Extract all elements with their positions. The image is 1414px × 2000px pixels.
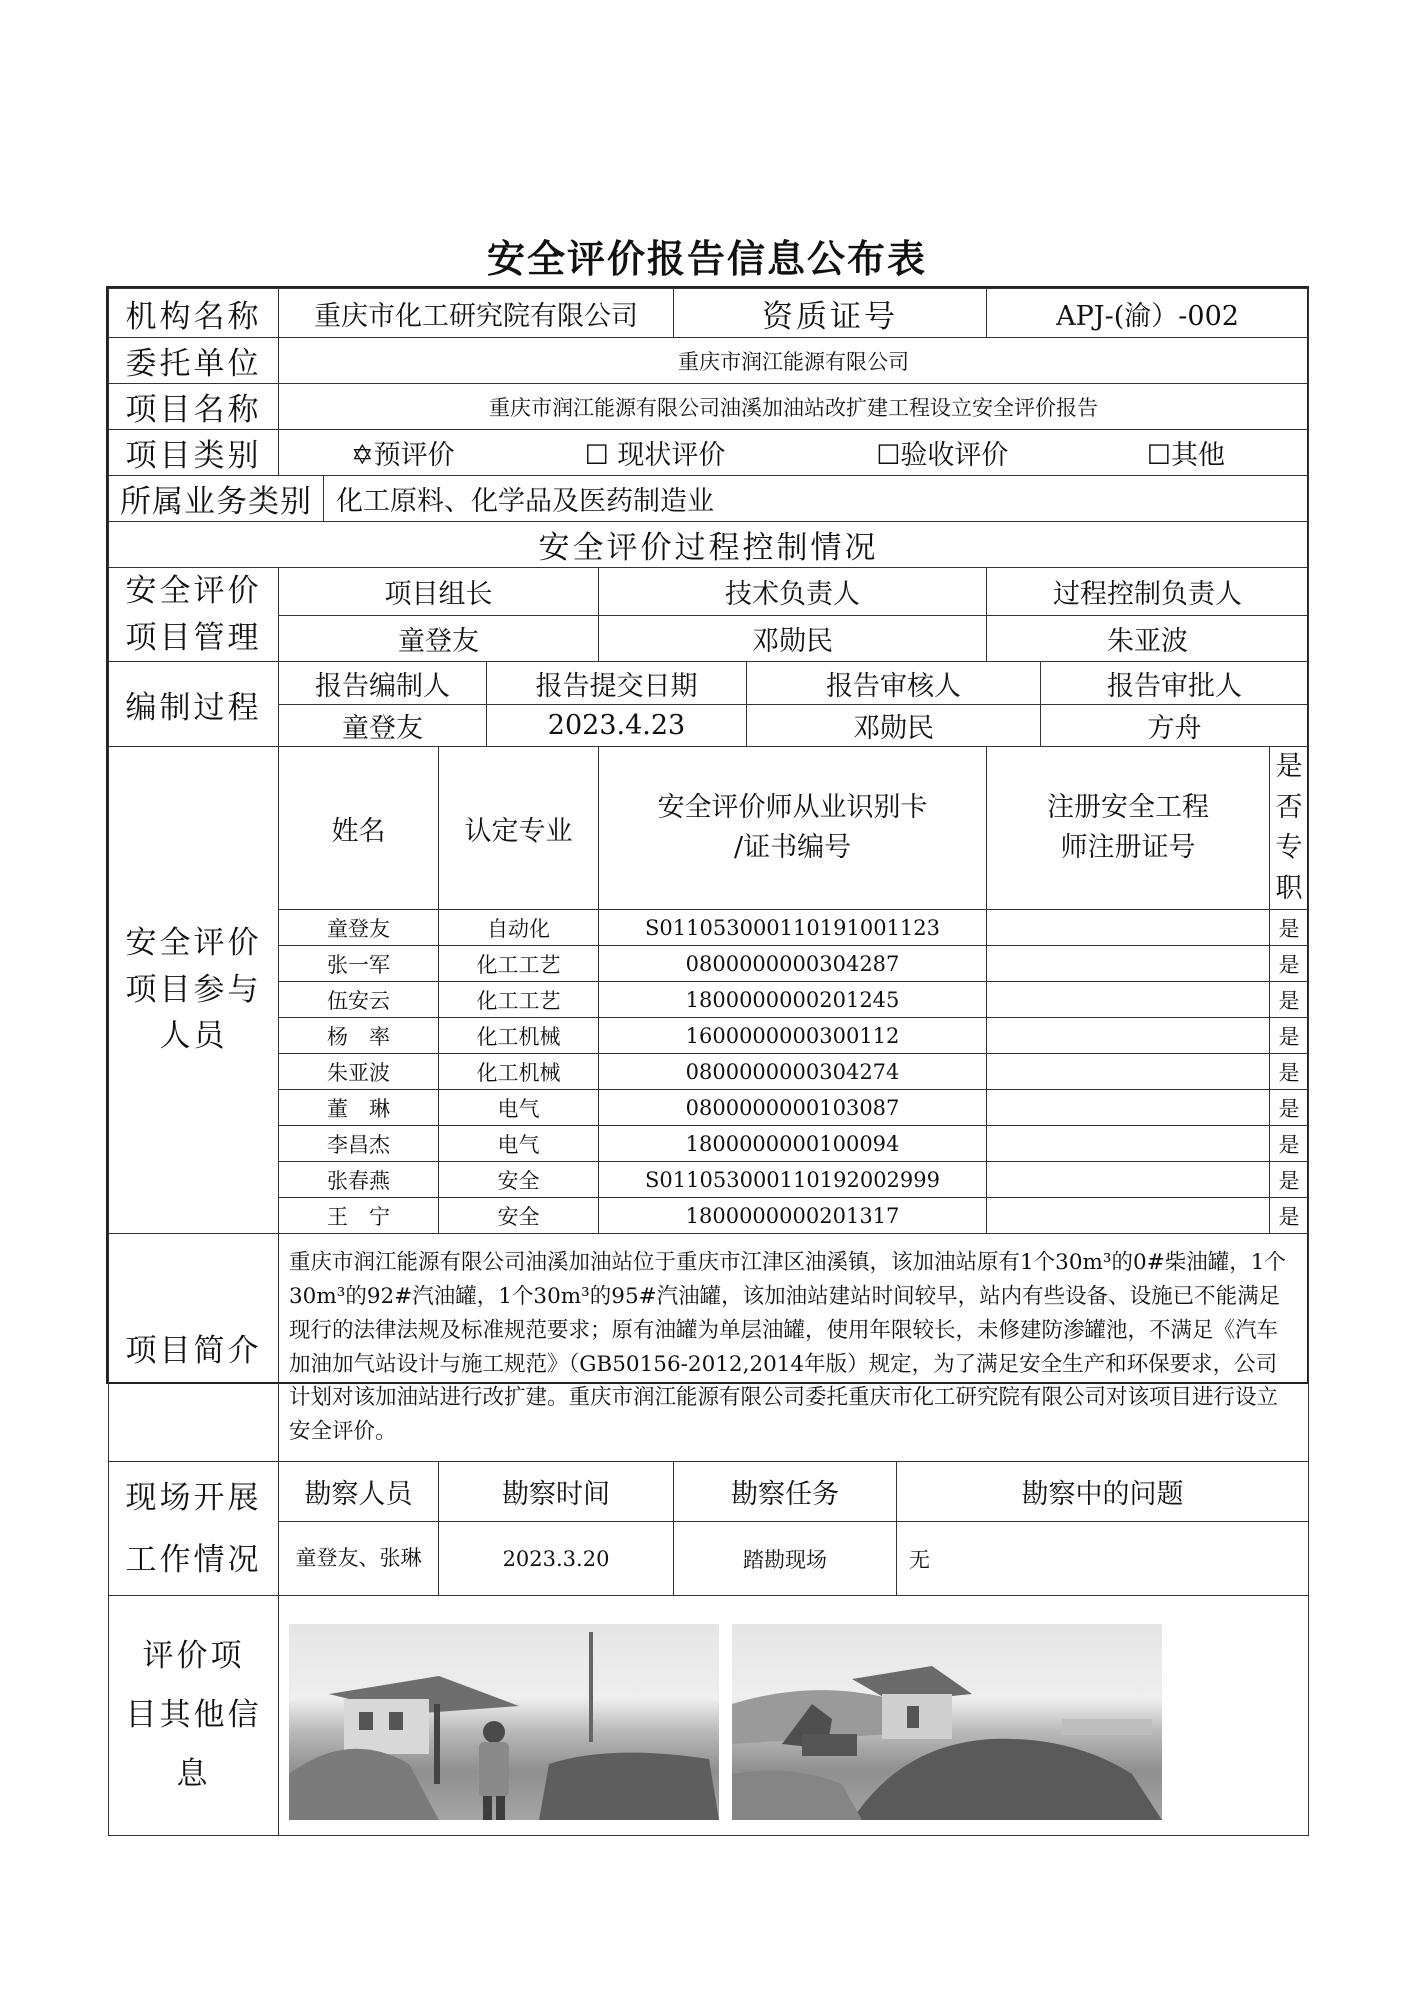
compile-header-reviewer: 报告审核人 — [747, 662, 1041, 705]
site-label: 现场开展 工作情况 — [109, 1462, 279, 1596]
management-header-process: 过程控制负责人 — [987, 568, 1309, 616]
org-value: 重庆市化工研究院有限公司 — [279, 289, 674, 338]
photos-cell — [279, 1596, 1309, 1836]
site-header-problems: 勘察中的问题 — [897, 1462, 1309, 1522]
project-type-label: 项目类别 — [109, 430, 279, 476]
site-photo-2-graphic — [732, 1624, 1162, 1820]
site-value-people: 童登友、张琳 — [279, 1522, 439, 1596]
table-row: 王 宁 安全 1800000000201317 是 — [109, 1198, 1309, 1234]
option-other: ☐其他 — [1146, 440, 1225, 471]
org-label: 机构名称 — [109, 289, 279, 338]
intro-text: 重庆市润江能源有限公司油溪加油站位于重庆市江津区油溪镇，该加油站原有1个30m³的0#柴油罐，1个30m³的92#汽油罐，1个30m³的95#汽油罐，该加油站建站时间较早，站内有些设备、设施已不能满足现行的法律法规及标准规范要求；原有油罐为单层油罐，使用年限较长，未修建防渗罐池，不满足《汽车加油加气站设计与施工规范》（GB50156-2012,2014年版）规定，为了满足安全生产和环保要求，公司计划对该加油站进行改扩建。重庆市润江能源有限公司委托重庆市化工研究院有限公司对该项目进行设立安全评价。 — [279, 1234, 1309, 1462]
compile-label: 编制过程 — [109, 662, 279, 747]
management-header-tech: 技术负责人 — [599, 568, 987, 616]
compile-value-author: 童登友 — [279, 705, 487, 747]
compile-value-date: 2023.4.23 — [487, 705, 747, 747]
client-label: 委托单位 — [109, 338, 279, 384]
site-header-time: 勘察时间 — [439, 1462, 674, 1522]
compile-value-reviewer: 邓勋民 — [747, 705, 1041, 747]
option-acceptance-eval: ☐验收评价 — [876, 440, 1009, 471]
table-row: 李昌杰 电气 1800000000100094 是 — [109, 1126, 1309, 1162]
table-row: 朱亚波 化工机械 0800000000304274 是 — [109, 1054, 1309, 1090]
table-row: 张一军 化工工艺 0800000000304287 是 — [109, 946, 1309, 982]
staff-header-reg: 注册安全工程 师注册证号 — [987, 747, 1270, 910]
site-header-task: 勘察任务 — [674, 1462, 897, 1522]
site-photo-1 — [289, 1624, 719, 1820]
project-name-value: 重庆市润江能源有限公司油溪加油站改扩建工程设立安全评价报告 — [279, 384, 1309, 430]
management-value-tech: 邓勋民 — [599, 615, 987, 661]
compile-header-author: 报告编制人 — [279, 662, 487, 705]
management-header-leader: 项目组长 — [279, 568, 599, 616]
compile-header-date: 报告提交日期 — [487, 662, 747, 705]
compile-value-approver: 方舟 — [1041, 705, 1309, 747]
site-value-task: 踏勘现场 — [674, 1522, 897, 1596]
site-value-time: 2023.3.20 — [439, 1522, 674, 1596]
staff-header-name: 姓名 — [279, 747, 439, 910]
table-row: 童登友 自动化 S011053000110191001123 是 — [109, 910, 1309, 946]
business-value: 化工原料、化学品及医药制造业 — [324, 476, 1309, 522]
site-header-people: 勘察人员 — [279, 1462, 439, 1522]
page-title: 安全评价报告信息公布表 — [486, 237, 927, 281]
intro-label: 项目简介 — [109, 1234, 279, 1462]
staff-header-major: 认定专业 — [439, 747, 599, 910]
staff-label: 安全评价 项目参与 人员 — [109, 747, 279, 1234]
site-photo-1-graphic — [289, 1624, 719, 1820]
compile-header-approver: 报告审批人 — [1041, 662, 1309, 705]
cert-value: APJ-(渝）-002 — [987, 289, 1309, 338]
option-pre-eval: ✡预评价 — [351, 440, 455, 471]
table-row: 伍安云 化工工艺 1800000000201245 是 — [109, 982, 1309, 1018]
checkbox-icon: ☐ — [1146, 440, 1171, 471]
info-table — [106, 286, 1309, 1792]
site-photo-2 — [732, 1624, 1162, 1820]
business-label: 所属业务类别 — [109, 476, 324, 522]
staff-header-fulltime: 是否 专职 — [1270, 747, 1309, 910]
table-row: 杨 率 化工机械 1600000000300112 是 — [109, 1018, 1309, 1054]
project-type-options — [279, 430, 1309, 476]
site-value-problems: 无 — [897, 1522, 1309, 1596]
process-section-title: 安全评价过程控制情况 — [109, 522, 1309, 568]
cert-label: 资质证号 — [674, 289, 987, 338]
management-value-leader: 童登友 — [279, 615, 599, 661]
project-name-label: 项目名称 — [109, 384, 279, 430]
staff-header-card: 安全评价师从业识别卡 /证书编号 — [599, 747, 987, 910]
management-label: 安全评价 项目管理 — [109, 568, 279, 662]
star-icon: ✡ — [351, 440, 374, 471]
table-row: 董 琳 电气 0800000000103087 是 — [109, 1090, 1309, 1126]
table-row: 张春燕 安全 S011053000110192002999 是 — [109, 1162, 1309, 1198]
management-value-process: 朱亚波 — [987, 615, 1309, 661]
client-value: 重庆市润江能源有限公司 — [279, 338, 1309, 384]
checkbox-icon: ☐ — [876, 440, 901, 471]
other-info-label: 评价项 目其他信 息 — [109, 1596, 279, 1836]
checkbox-icon: ☐ — [584, 440, 609, 471]
option-status-eval: ☐ 现状评价 — [584, 440, 726, 471]
